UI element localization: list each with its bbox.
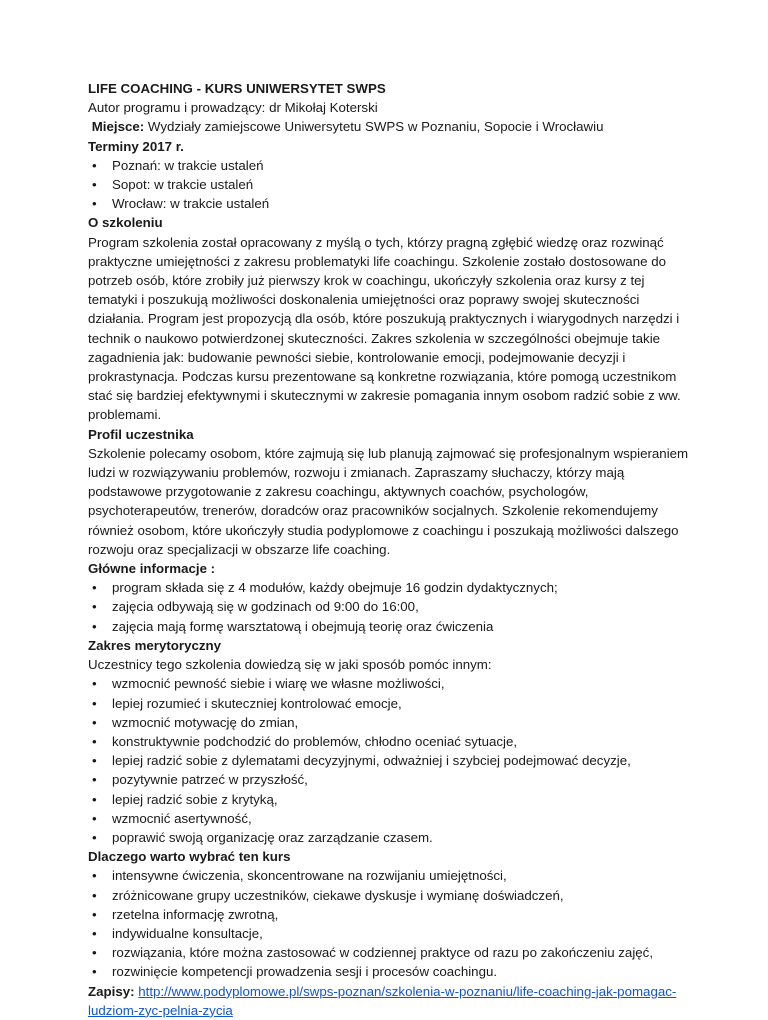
- list-item: • rozwinięcie kompetencji prowadzenia sesji i procesów coachingu.: [88, 962, 728, 981]
- list-item: • indywidualne konsultacje,: [88, 924, 728, 943]
- bullet-icon: •: [92, 772, 97, 788]
- bullet-icon: •: [92, 157, 97, 173]
- list-item: • rzetelna informację zwrotną,: [88, 905, 728, 924]
- list-item: • rozwiązania, które można zastosować w codziennej praktyce od razu po zakończeniu zajęć,: [88, 943, 728, 962]
- signup-link-part-2[interactable]: ludziom-zyc-pelnia-zycia: [88, 1002, 233, 1018]
- bullet-icon: •: [92, 177, 97, 193]
- bullet-icon: •: [92, 676, 97, 692]
- signup-link[interactable]: [88, 984, 676, 1018]
- bullet-icon: •: [92, 733, 97, 749]
- bullet-icon: •: [92, 196, 97, 212]
- bullet-icon: •: [92, 906, 97, 922]
- list-item: • zajęcia mają formę warsztatową i obejmują teorię oraz ćwiczenia: [88, 617, 728, 636]
- list-item: • zróżnicowane grupy uczestników, ciekawe dyskusje i wymianę doświadczeń,: [88, 886, 728, 905]
- why-list: [88, 866, 728, 981]
- place-label: Miejsce:: [91, 119, 145, 135]
- bullet-icon: •: [92, 964, 97, 980]
- list-item: • zajęcia odbywają się w godzinach od 9:00 do 16:00,: [88, 597, 728, 616]
- list-item: • wzmocnić pewność siebie i wiarę we własne możliwości,: [88, 674, 728, 693]
- bullet-icon: •: [92, 887, 97, 903]
- bullet-icon: •: [92, 714, 97, 730]
- terms-list: [88, 156, 728, 214]
- about-paragraph: Program szkolenia został opracowany z myślą o tych, którzy pragną zgłębić wiedzę oraz rozwinąć praktyczne umiejętności z zakresu problematyki life coachingu. Szkolenie zostało dostosowane do potrzeb osób, które zrobiły już pierwszy krok w coachingu, ukończyły szkolenia oraz kursy z tej tematyki i poszukują możliwości doskonalenia umiejętności oraz poprawy swojej skuteczności działania. Program jest propozycją dla osób, które poszukują praktycznych i wiarygodnych narzędzi i technik o naukowo potwierdzonej skuteczności. Zakres szkolenia w szczególności obejmuje takie zagadnienia jak: budowanie pewności siebie, kontrolowanie emocji, podejmowanie decyzji i prokrastynacja. Podczas kursu prezentowane są konkretne rozwiązania, które pomogą uczestnikom stać się bardziej efektywnymi i skutecznymi w zakresie pomagania innym osobom radzić sobie z ww. problemami.: [88, 234, 681, 423]
- list-item: • konstruktywnie podchodzić do problemów, chłodno oceniać sytuacje,: [88, 732, 728, 751]
- list-item: • Poznań: w trakcie ustaleń: [88, 156, 728, 175]
- bullet-icon: •: [92, 599, 97, 615]
- list-item: • wzmocnić asertywność,: [88, 809, 728, 828]
- scope-intro: Uczestnicy tego szkolenia dowiedzą się w jaki sposób pomóc innym:: [88, 657, 492, 673]
- list-item: • lepiej radzić sobie z dylematami decyzyjnymi, odważniej i szybciej podejmować decyzje,: [88, 751, 728, 770]
- bullet-icon: •: [92, 753, 97, 769]
- signup-label: Zapisy:: [88, 983, 135, 999]
- why-heading: Dlaczego warto wybrać ten kurs: [88, 849, 291, 865]
- place-value: Wydziały zamiejscowe Uniwersytetu SWPS w Poznaniu, Sopocie i Wrocławiu: [144, 119, 604, 135]
- bullet-icon: •: [92, 810, 97, 826]
- list-item: • pozytywnie patrzeć w przyszłość,: [88, 770, 728, 789]
- list-item: • lepiej rozumieć i skuteczniej kontrolować emocje,: [88, 694, 728, 713]
- list-item: • lepiej radzić sobie z krytyką,: [88, 790, 728, 809]
- bullet-icon: •: [92, 829, 97, 845]
- bullet-icon: •: [92, 925, 97, 941]
- terms-heading: Terminy 2017 r.: [88, 138, 184, 154]
- list-item: • program składa się z 4 modułów, każdy obejmuje 16 godzin dydaktycznych;: [88, 578, 728, 597]
- list-item: • Wrocław: w trakcie ustaleń: [88, 194, 728, 213]
- bullet-icon: •: [92, 945, 97, 961]
- place-line: [88, 117, 728, 136]
- author-line: Autor programu i prowadzący: dr Mikołaj Koterski: [88, 100, 378, 116]
- list-item: • poprawić swoją organizację oraz zarządzanie czasem.: [88, 828, 728, 847]
- bullet-icon: •: [92, 695, 97, 711]
- profile-paragraph: Szkolenie polecamy osobom, które zajmują się lub planują zajmować się profesjonalnym wspieraniem ludzi w rozwiązywaniu problemów, rozwoju i zmianach. Zapraszamy słuchaczy, którzy mają podstawowe przygotowanie z zakresu coachingu, aktywnych coachów, psychologów, psychoterapeutów, trenerów, doradców oraz pracowników socjalnych. Szkolenie rekomendujemy również osobom, które ukończyły studia podyplomowe z coachingu i poszukają możliwości dalszego rozwoju oraz specjalizacji w obszarze life coaching.: [88, 445, 689, 557]
- main-info-list: [88, 578, 728, 636]
- bullet-icon: •: [92, 791, 97, 807]
- profile-heading: Profil uczestnika: [88, 426, 194, 442]
- main-info-heading: Główne informacje :: [88, 561, 216, 577]
- scope-list: [88, 674, 728, 847]
- about-heading: O szkoleniu: [88, 215, 163, 231]
- bullet-icon: •: [92, 868, 97, 884]
- document-title: LIFE COACHING - KURS UNIWERSYTET SWPS: [88, 81, 386, 96]
- signup-link-part-1[interactable]: http://www.podyplomowe.pl/swps-poznan/szkolenia-w-poznaniu/life-coaching-jak-pomagac-: [138, 983, 677, 999]
- bullet-icon: •: [92, 580, 97, 596]
- list-item: • intensywne ćwiczenia, skoncentrowane na rozwijaniu umiejętności,: [88, 866, 728, 885]
- signup-line: [88, 982, 708, 1020]
- bullet-icon: •: [92, 618, 97, 634]
- scope-heading: Zakres merytoryczny: [88, 637, 222, 653]
- list-item: • wzmocnić motywację do zmian,: [88, 713, 728, 732]
- list-item: • Sopot: w trakcie ustaleń: [88, 175, 728, 194]
